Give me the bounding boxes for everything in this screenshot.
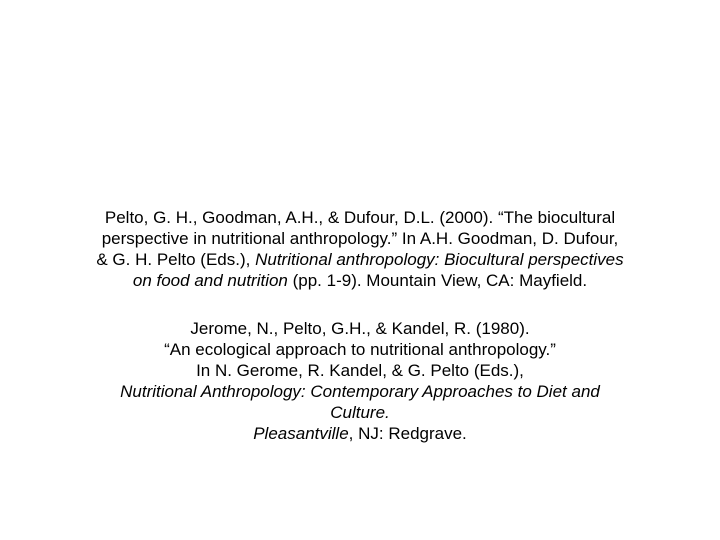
reference-text: In N. Gerome, R. Kandel, & G. Pelto (Eds.), [196,361,524,380]
reference-pelto-2000 [60,207,660,291]
reference-text: Jerome, N., Pelto, G.H., & Kandel, R. (1980). [190,319,530,338]
reference-text: “An ecological approach to nutritional anthropology.” [164,340,556,359]
reference-line [60,270,660,291]
reference-text: perspective in nutritional anthropology.” In A.H. Goodman, D. Dufour, [101,229,619,248]
reference-line [60,423,660,444]
reference-line [60,360,660,381]
reference-line [60,381,660,402]
place-text: Pleasantville [253,424,349,443]
book-title-text: Nutritional Anthropology: Contemporary Approaches to Diet and [120,382,600,401]
reference-text: & G. H. Pelto (Eds.), [96,250,256,269]
reference-line [60,339,660,360]
reference-line [60,249,660,270]
reference-jerome-1980 [60,318,660,444]
book-title-text: Culture. [330,403,390,422]
reference-line [60,228,660,249]
book-title-text: on food and nutrition [132,271,288,290]
reference-line [60,318,660,339]
book-title-text: Nutritional anthropology: Biocultural perspectives [255,250,624,269]
reference-text: (pp. 1-9). Mountain View, CA: Mayfield. [287,271,588,290]
reference-text: Pelto, G. H., Goodman, A.H., & Dufour, D.L. (2000). “The biocultural [104,208,616,227]
reference-line [60,207,660,228]
reference-text: , NJ: Redgrave. [348,424,467,443]
reference-line [60,402,660,423]
